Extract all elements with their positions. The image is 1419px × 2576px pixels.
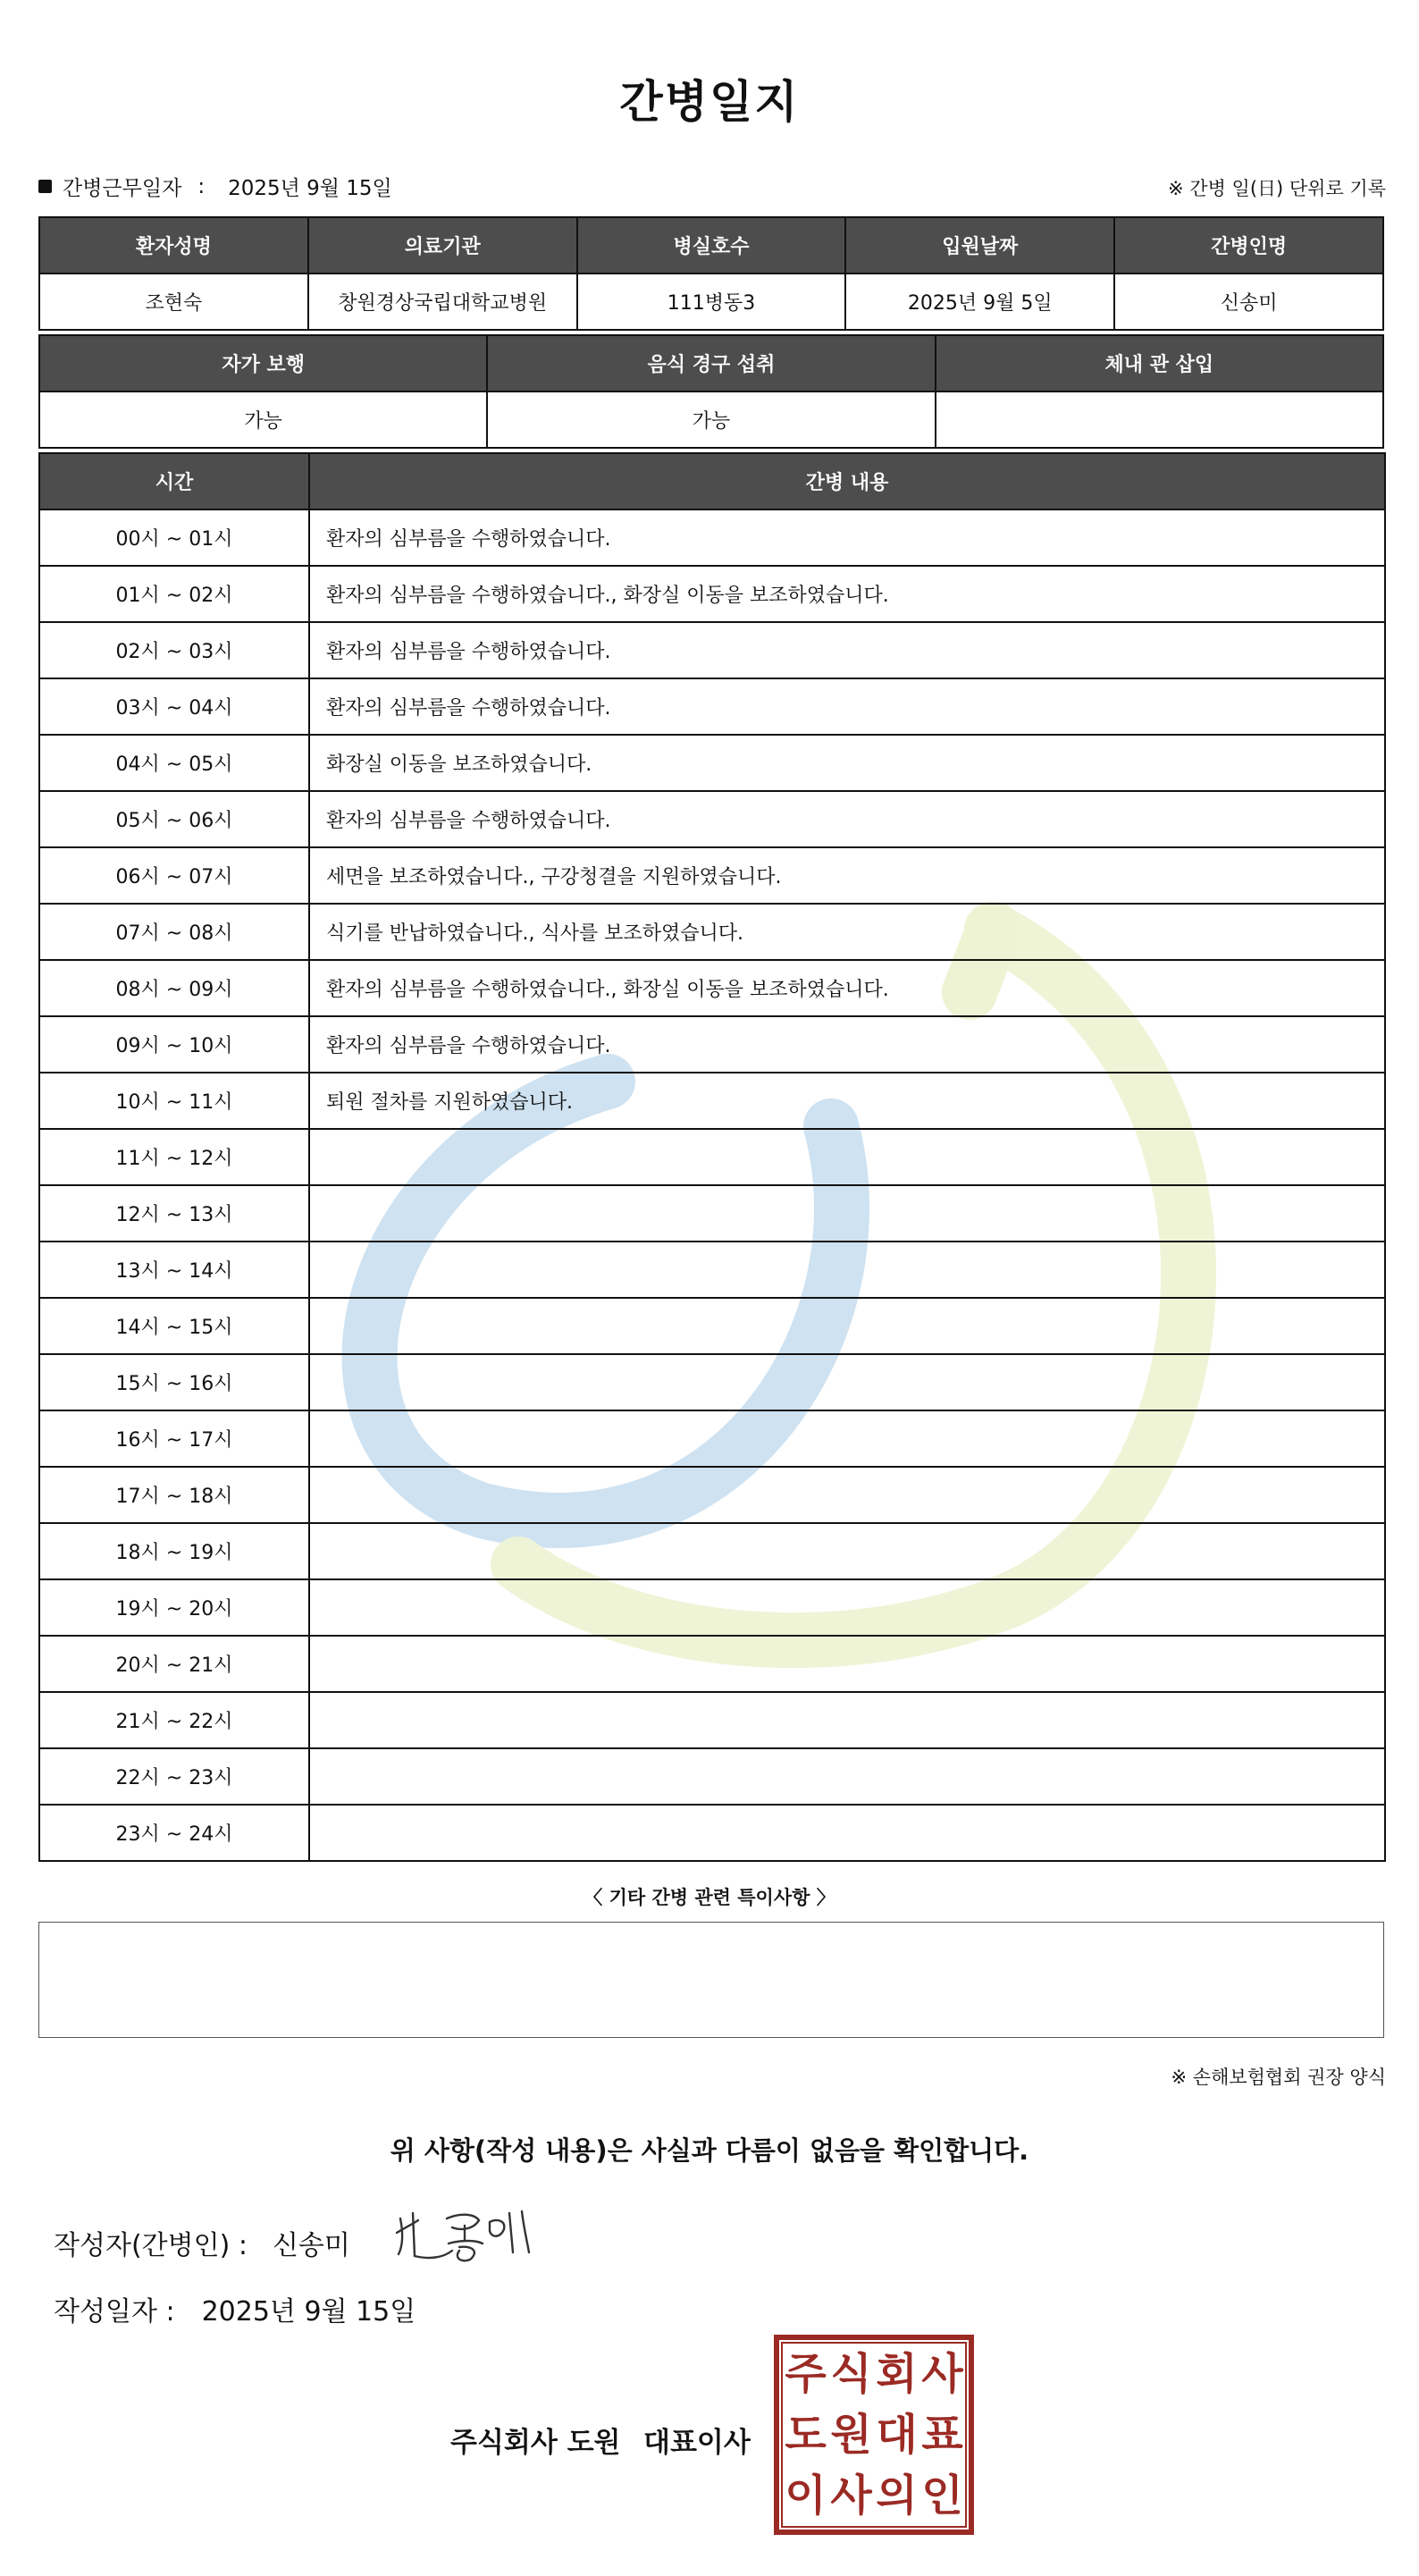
form-note: ※ 손해보험협회 권장 양식 xyxy=(1171,2067,1386,2088)
log-time-cell: 08시 ~ 09시 xyxy=(39,960,309,1016)
writer-line xyxy=(54,2223,350,2262)
log-time-cell: 23시 ~ 24시 xyxy=(39,1805,309,1861)
table-row xyxy=(39,1523,1385,1579)
header-hospital: 의료기관 xyxy=(308,217,577,274)
seal-character: 회 xyxy=(876,2349,918,2399)
writer-label: 작성자(간병인) : xyxy=(54,2230,248,2261)
log-content-cell: 환자의 심부름을 수행하였습니다. xyxy=(309,509,1385,566)
write-date-label: 작성일자 : xyxy=(54,2296,175,2328)
hospital-name: 창원경상국립대학교병원 xyxy=(308,274,577,330)
log-time-cell: 20시 ~ 21시 xyxy=(39,1636,309,1692)
log-time-cell: 17시 ~ 18시 xyxy=(39,1467,309,1523)
log-time-cell: 01시 ~ 02시 xyxy=(39,566,309,622)
seal-character: 대 xyxy=(876,2410,918,2460)
remarks-box xyxy=(38,1922,1384,2038)
log-content-cell: 환자의 심부름을 수행하였습니다. xyxy=(309,622,1385,678)
log-content-cell: 세면을 보조하였습니다., 구강청결을 지원하였습니다. xyxy=(309,847,1385,904)
table-row xyxy=(39,1805,1385,1861)
document-title: 간병일지 xyxy=(619,76,800,128)
seal-character: 표 xyxy=(921,2410,963,2460)
table-row xyxy=(39,1410,1385,1467)
log-content-cell xyxy=(309,1636,1385,1692)
work-date-colon: : xyxy=(197,174,206,198)
patient-info-table xyxy=(38,216,1384,331)
company-name: 주식회사 도원 xyxy=(450,2427,621,2459)
table-row xyxy=(39,1467,1385,1523)
admission-date: 2025년 9월 5일 xyxy=(845,274,1114,330)
log-content-cell xyxy=(309,1354,1385,1410)
bullet-square-icon xyxy=(38,180,52,193)
log-content-cell xyxy=(309,1410,1385,1467)
table-row xyxy=(39,678,1385,735)
seal-character: 식 xyxy=(830,2349,872,2399)
seal-character: 주 xyxy=(785,2349,827,2399)
log-content-cell xyxy=(309,1467,1385,1523)
room-number: 111병동3 xyxy=(577,274,846,330)
log-time-cell: 09시 ~ 10시 xyxy=(39,1016,309,1073)
work-date-label: 간병근무일자 xyxy=(63,177,182,200)
company-seal xyxy=(774,2335,974,2535)
table-row xyxy=(39,1298,1385,1354)
log-time-cell: 13시 ~ 14시 xyxy=(39,1242,309,1298)
log-time-cell: 14시 ~ 15시 xyxy=(39,1298,309,1354)
caregiver-name: 신송미 xyxy=(1114,274,1383,330)
log-content-cell xyxy=(309,1129,1385,1185)
header-tube-insertion: 체내 관 삽입 xyxy=(936,335,1383,391)
log-content-cell: 식기를 반납하였습니다., 식사를 보조하였습니다. xyxy=(309,904,1385,960)
table-row xyxy=(39,622,1385,678)
log-time-cell: 02시 ~ 03시 xyxy=(39,622,309,678)
unit-note: ※ 간병 일(日) 단위로 기록 xyxy=(1168,178,1386,199)
header-walking: 자가 보행 xyxy=(39,335,487,391)
table-row xyxy=(39,1016,1385,1073)
table-row xyxy=(39,960,1385,1016)
patient-status-table xyxy=(38,334,1384,449)
seal-character: 사 xyxy=(921,2349,963,2399)
log-content-cell: 환자의 심부름을 수행하였습니다. xyxy=(309,1016,1385,1073)
table-row xyxy=(39,566,1385,622)
header-oral-intake: 음식 경구 섭취 xyxy=(487,335,935,391)
log-content-cell xyxy=(309,1748,1385,1805)
seal-character: 이 xyxy=(785,2471,827,2521)
log-content-cell xyxy=(309,1692,1385,1748)
care-log-table xyxy=(38,452,1386,1862)
log-content-cell xyxy=(309,1242,1385,1298)
table-row xyxy=(39,904,1385,960)
header-care-content: 간병 내용 xyxy=(309,453,1385,509)
log-time-cell: 11시 ~ 12시 xyxy=(39,1129,309,1185)
table-row xyxy=(39,1579,1385,1636)
table-header-row xyxy=(39,453,1385,509)
log-time-cell: 06시 ~ 07시 xyxy=(39,847,309,904)
log-content-cell: 환자의 심부름을 수행하였습니다. xyxy=(309,678,1385,735)
remarks-title: 〈 기타 간병 관련 특이사항 〉 xyxy=(584,1887,835,1908)
table-row xyxy=(39,1185,1385,1242)
table-header-row xyxy=(39,335,1383,391)
table-row xyxy=(39,1692,1385,1748)
log-time-cell: 05시 ~ 06시 xyxy=(39,791,309,847)
walking-status: 가능 xyxy=(39,391,487,448)
oral-intake-status: 가능 xyxy=(487,391,935,448)
log-content-cell: 환자의 심부름을 수행하였습니다. xyxy=(309,791,1385,847)
log-content-cell: 퇴원 절차를 지원하였습니다. xyxy=(309,1073,1385,1129)
log-content-cell xyxy=(309,1523,1385,1579)
header-admission-date: 입원날짜 xyxy=(845,217,1114,274)
log-content-cell xyxy=(309,1185,1385,1242)
table-row xyxy=(39,1748,1385,1805)
log-time-cell: 21시 ~ 22시 xyxy=(39,1692,309,1748)
write-date-line xyxy=(54,2289,416,2328)
table-row xyxy=(39,735,1385,791)
log-time-cell: 10시 ~ 11시 xyxy=(39,1073,309,1129)
header-time: 시간 xyxy=(39,453,309,509)
log-content-cell xyxy=(309,1579,1385,1636)
seal-character: 의 xyxy=(876,2471,918,2521)
log-time-cell: 07시 ~ 08시 xyxy=(39,904,309,960)
log-time-cell: 12시 ~ 13시 xyxy=(39,1185,309,1242)
log-content-cell xyxy=(309,1805,1385,1861)
table-row xyxy=(39,1073,1385,1129)
seal-character: 원 xyxy=(830,2410,872,2460)
ceo-title: 대표이사 xyxy=(643,2427,751,2459)
log-content-cell: 화장실 이동을 보조하였습니다. xyxy=(309,735,1385,791)
patient-name: 조현숙 xyxy=(39,274,308,330)
log-content-cell: 환자의 심부름을 수행하였습니다., 화장실 이동을 보조하였습니다. xyxy=(309,566,1385,622)
work-date-value: 2025년 9월 15일 xyxy=(228,177,392,200)
log-time-cell: 15시 ~ 16시 xyxy=(39,1354,309,1410)
log-time-cell: 03시 ~ 04시 xyxy=(39,678,309,735)
work-date xyxy=(38,172,392,201)
table-row xyxy=(39,847,1385,904)
write-date-value: 2025년 9월 15일 xyxy=(201,2296,416,2328)
seal-character: 인 xyxy=(921,2471,963,2521)
table-row xyxy=(39,509,1385,566)
table-row xyxy=(39,1129,1385,1185)
table-row xyxy=(39,1242,1385,1298)
header-patient-name: 환자성명 xyxy=(39,217,308,274)
confirmation-statement: 위 사항(작성 내용)은 사실과 다름이 없음을 확인합니다. xyxy=(390,2135,1029,2166)
log-time-cell: 22시 ~ 23시 xyxy=(39,1748,309,1805)
table-row xyxy=(39,1354,1385,1410)
log-time-cell: 00시 ~ 01시 xyxy=(39,509,309,566)
log-time-cell: 16시 ~ 17시 xyxy=(39,1410,309,1467)
seal-character: 사 xyxy=(830,2471,872,2521)
table-row xyxy=(39,274,1383,330)
header-room: 병실호수 xyxy=(577,217,846,274)
table-row xyxy=(39,791,1385,847)
table-row xyxy=(39,1636,1385,1692)
log-content-cell: 환자의 심부름을 수행하였습니다., 화장실 이동을 보조하였습니다. xyxy=(309,960,1385,1016)
handwritten-signature xyxy=(393,2201,545,2265)
log-time-cell: 18시 ~ 19시 xyxy=(39,1523,309,1579)
log-content-cell xyxy=(309,1298,1385,1354)
table-header-row xyxy=(39,217,1383,274)
header-caregiver-name: 간병인명 xyxy=(1114,217,1383,274)
log-time-cell: 04시 ~ 05시 xyxy=(39,735,309,791)
log-time-cell: 19시 ~ 20시 xyxy=(39,1579,309,1636)
writer-name: 신송미 xyxy=(272,2230,350,2261)
tube-insertion-status xyxy=(936,391,1383,448)
seal-character: 도 xyxy=(785,2410,827,2460)
table-row xyxy=(39,391,1383,448)
